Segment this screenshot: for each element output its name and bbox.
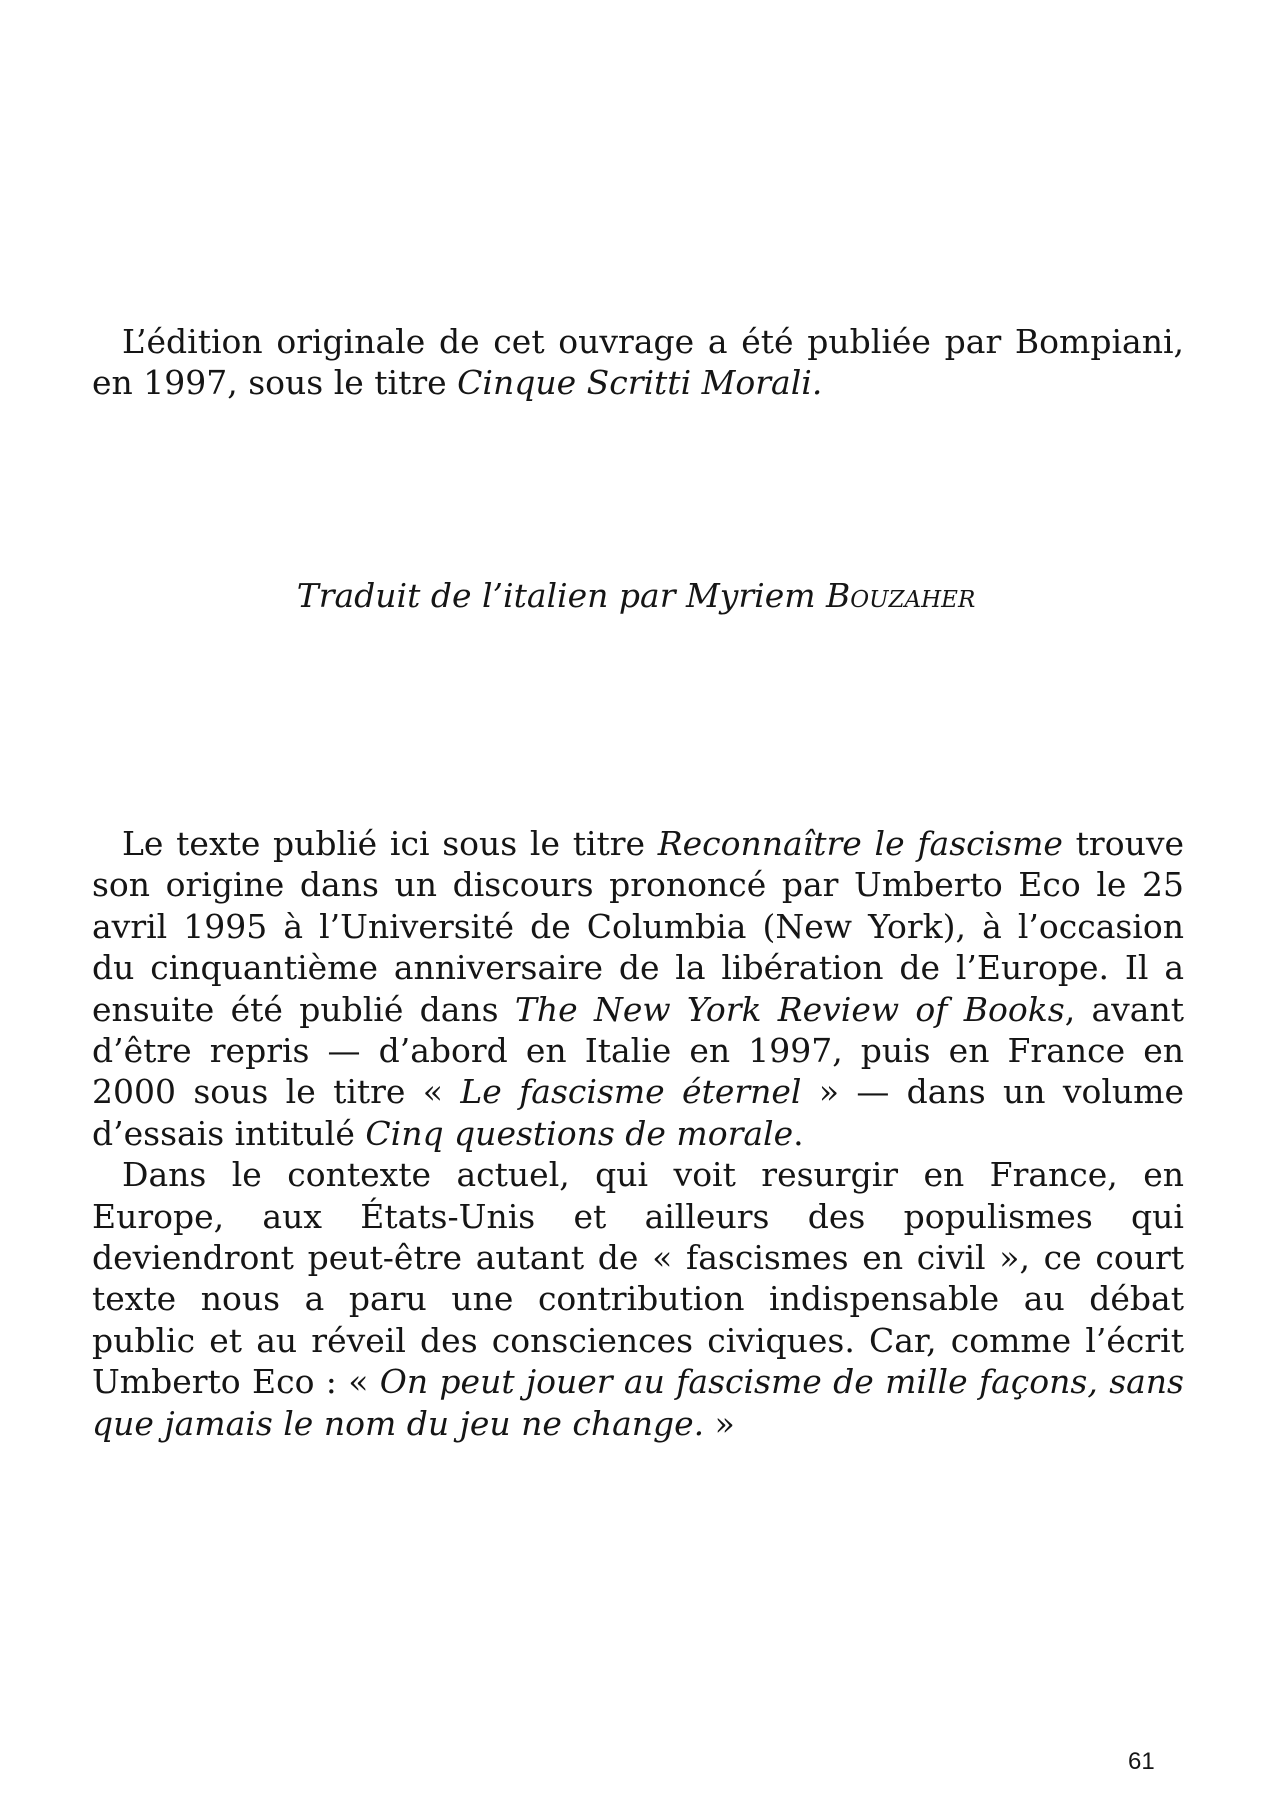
essay-title: Reconnaître le fascisme — [657, 824, 1063, 863]
earlier-title: Le fascisme éternel — [460, 1072, 802, 1112]
intro-text — [92, 823, 1184, 1444]
edition-note-paragraph — [92, 321, 1184, 404]
intro-p1-text: , avant d’être repris — d’abord en Italie en 1997, puis en France en 2000 sous le titre « — [92, 989, 1184, 1112]
intro-p1-text: trouve son origine dans un discours prononcé par Umberto Eco le 25 avril 1995 à l’Université de Columbia (New York), à l’occasion du cinquantième anniversaire de la libération de l’Europe. Il a ensuite été publié dans — [92, 824, 1184, 1029]
journal-title: The New York Review of Books — [514, 989, 1065, 1029]
intro-p1-text: » — dans un volume d’essais intitulé — [92, 1072, 1184, 1153]
intro-paragraph-2 — [92, 1154, 1184, 1444]
edition-note — [92, 321, 1184, 404]
translator-initial: B — [826, 576, 851, 615]
intro-p1-text: Le texte publié ici sous le titre — [122, 824, 658, 863]
volume-title: Cinq questions de morale — [365, 1113, 794, 1153]
edition-note-text: L’édition originale de cet ouvrage a été publiée par Bompiani, en 1997, sous le titre — [92, 322, 1184, 403]
intro-p2-text: Dans le contexte actuel, qui voit resurgir en France, en Europe, aux États-Unis et ailleurs des populismes qui deviendront peut-être autant de « fascismes en civil », ce court texte nous a paru une contribution indispensable au débat public et au réveil des consciences civiques. Car, comme l’écrit Umberto Eco : « — [92, 1155, 1184, 1402]
eco-quote: On peut jouer au fascisme de mille façons, sans que jamais le nom du jeu ne change. — [92, 1362, 1184, 1443]
translation-credit — [0, 575, 1272, 616]
translator-surname: ouzaher — [850, 576, 976, 615]
intro-p2-text: » — [704, 1403, 735, 1443]
intro-p1-text: . — [793, 1113, 804, 1153]
translation-credit-prefix: Traduit de l’italien par Myriem — [296, 576, 827, 615]
original-title: Cinque Scritti Morali. — [457, 363, 823, 403]
page-number: 61 — [1128, 1748, 1155, 1775]
intro-paragraph-1 — [92, 823, 1184, 1154]
